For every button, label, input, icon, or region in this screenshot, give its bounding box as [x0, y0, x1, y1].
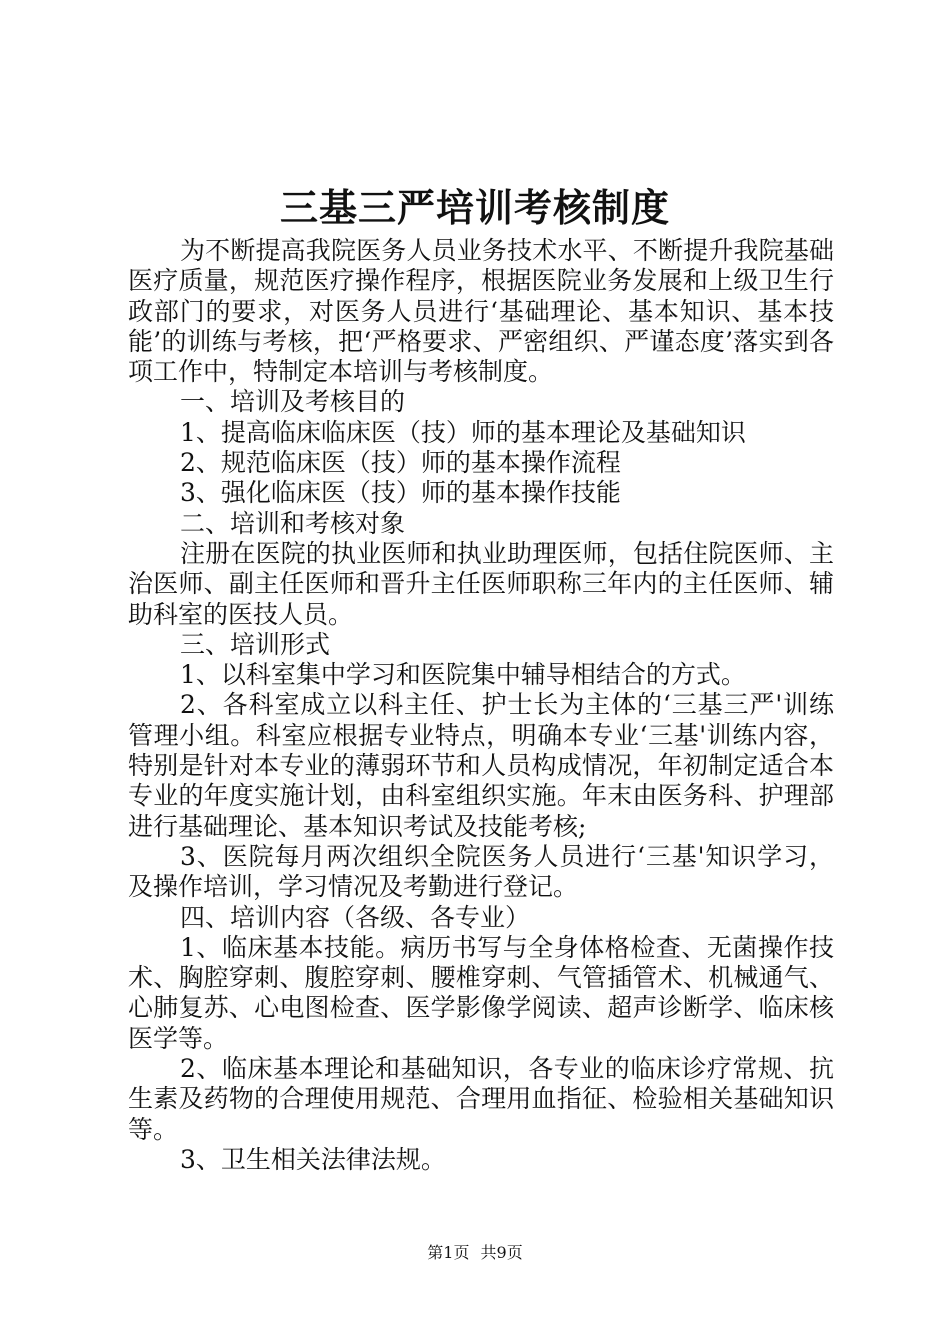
section-heading-3: 三、培训形式 — [180, 629, 331, 659]
page-footer — [0, 1240, 950, 1263]
list-item: 2、临床基本理论和基础知识，各专业的临床诊疗常规、抗生素及药物的合理使用规范、合理用血指征、检验相关基础知识等。 — [128, 1054, 834, 1144]
page-total: 共9页 — [480, 1243, 523, 1262]
list-item: 1、临床基本技能。病历书写与全身体格检查、无菌操作技术、胸腔穿刺、腹腔穿刺、腰椎穿刺、气管插管术、机械通气、心肺复苏、心电图检查、医学影像学阅读、超声诊断学、临床核医学等。 — [128, 932, 834, 1053]
document-title: 三基三严培训考核制度 — [279, 185, 670, 230]
section-heading-1: 一、培训及考核目的 — [180, 387, 406, 417]
list-item: 1、提高临床临床医（技）师的基本理论及基础知识 — [180, 417, 746, 447]
list-item: 2、规范临床医（技）师的基本操作流程 — [180, 448, 621, 478]
list-item: 3、强化临床医（技）师的基本操作技能 — [180, 478, 621, 508]
document-body — [128, 236, 834, 1175]
list-item: 1、以科室集中学习和医院集中辅导相结合的方式。 — [180, 660, 746, 690]
paragraph-targets: 注册在医院的执业医师和执业助理医师，包括住院医师、主治医师、副主任医师和晋升主任医师职称三年内的主任医师、辅助科室的医技人员。 — [128, 538, 834, 629]
list-item: 3、卫生相关法律法规。 — [180, 1144, 446, 1174]
list-item: 3、医院每月两次组织全院医务人员进行‘三基'知识学习，及操作培训，学习情况及考勤进行登记。 — [128, 841, 834, 902]
section-heading-4: 四、培训内容（各级、各专业） — [180, 902, 531, 932]
paragraph-intro: 为不断提高我院医务人员业务技术水平、不断提升我院基础医疗质量，规范医疗操作程序，根据医院业务发展和上级卫生行政部门的要求，对医务人员进行‘基础理论、基本知识、基本技能’的训练与考核，把‘严格要求、严密组织、严谨态度’落实到各项工作中，特制定本培训与考核制度。 — [128, 236, 834, 387]
section-heading-2: 二、培训和考核对象 — [180, 508, 406, 538]
page-number: 第1页 — [427, 1243, 470, 1262]
list-item: 2、各科室成立以科主任、护士长为主体的‘三基三严'训练管理小组。科室应根据专业特点，明确本专业‘三基'训练内容，特别是针对本专业的薄弱环节和人员构成情况，年初制定适合本专业的年度实施计划，由科室组织实施。年末由医务科、护理部进行基础理论、基本知识考试及技能考核; — [128, 690, 834, 841]
